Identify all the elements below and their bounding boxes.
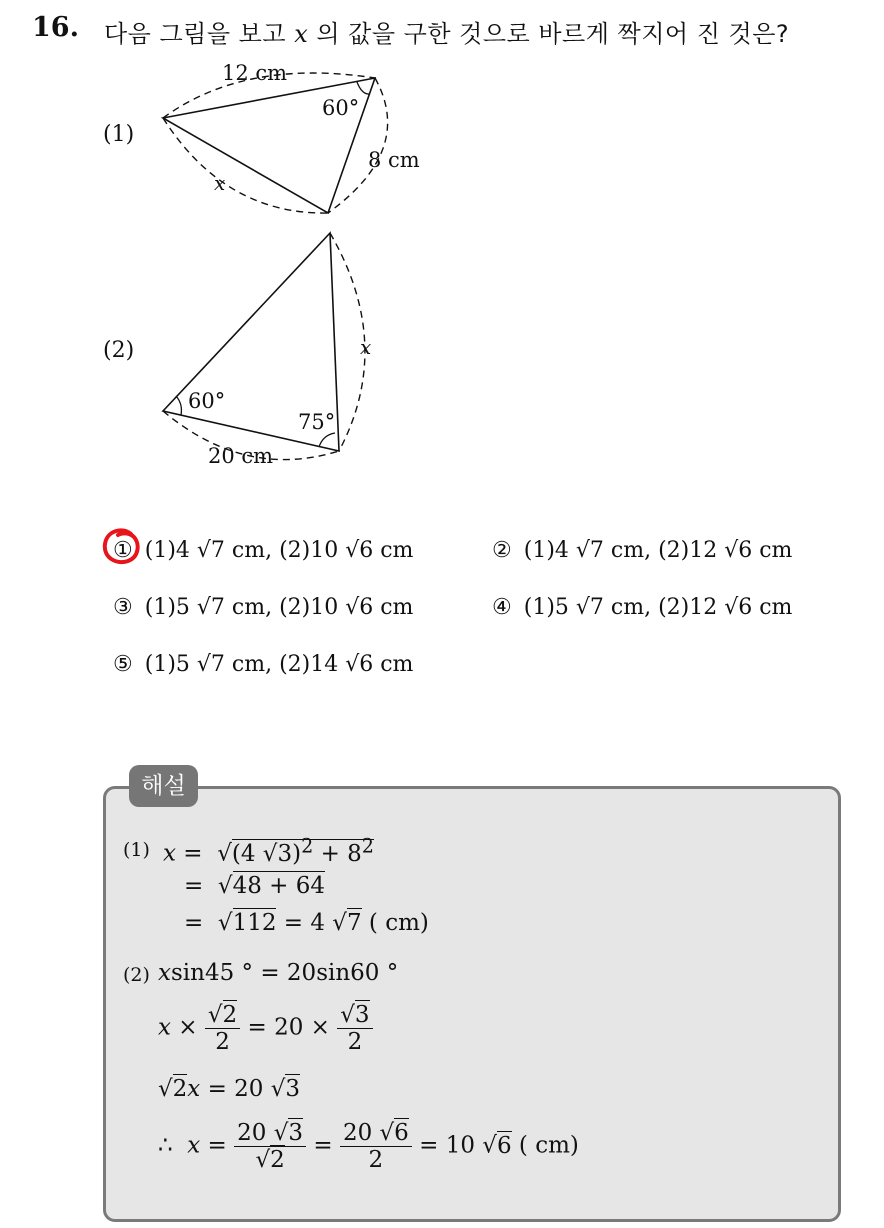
question-text-before: 다음 그림을 보고 <box>104 20 295 48</box>
figure1-unknown: x <box>214 171 226 195</box>
solution-part2-label: (2) <box>123 964 150 986</box>
choice-1[interactable] <box>113 538 413 563</box>
figure2-angle-right: 75° <box>298 410 336 434</box>
figure2-label: (2) <box>103 338 135 363</box>
figure2-angle-left: 60° <box>188 389 226 413</box>
solution-part1-line2: = √48 + 64 <box>184 873 325 899</box>
choice-2-text: (1)4 √7 cm, (2)12 √6 cm <box>523 538 793 563</box>
choice-2-number: ② <box>492 538 512 563</box>
question-variable: x <box>294 20 309 48</box>
choice-4[interactable] <box>492 595 792 620</box>
solution-part1-line3: = √112 = 4 √7 ( cm) <box>184 910 429 936</box>
solution-part2-line3: √2x = 20 √3 <box>158 1076 301 1102</box>
figure1-side-top: 12 cm <box>222 61 288 85</box>
figure1-angle: 60° <box>322 96 360 120</box>
choice-5-number: ⑤ <box>113 652 133 677</box>
figure2-side-bottom: 20 cm <box>208 444 274 468</box>
solution-part1-label: (1) <box>123 839 150 861</box>
figure1-side-right: 8 cm <box>368 148 420 172</box>
choice-1-number: ① <box>113 538 133 563</box>
choice-4-number: ④ <box>492 595 512 620</box>
choice-3[interactable] <box>113 595 413 620</box>
solution-tag: 해설 <box>129 765 198 807</box>
question-number: 16. <box>32 12 79 43</box>
choice-1-text: (1)4 √7 cm, (2)10 √6 cm <box>144 538 414 563</box>
choice-2[interactable] <box>492 538 792 563</box>
solution-part2-line4: ∴ x = $\frac{20 √3}{√2}$ = $\frac{20 √6}{2}$ = 10 √6 ( cm) <box>158 1120 579 1173</box>
choice-5-text: (1)5 √7 cm, (2)14 √6 cm <box>144 652 414 677</box>
choice-5[interactable] <box>113 652 413 677</box>
triangle-figures <box>0 0 884 520</box>
answer-mark-icon <box>101 527 142 567</box>
figure2-unknown: x <box>360 335 372 359</box>
choice-3-text: (1)5 √7 cm, (2)10 √6 cm <box>144 595 414 620</box>
figure2-triangle <box>163 233 371 468</box>
figure1-triangle <box>163 61 420 213</box>
question-text-after: 의 값을 구한 것으로 바르게 짝지어 진 것은? <box>308 20 790 48</box>
choice-4-text: (1)5 √7 cm, (2)12 √6 cm <box>523 595 793 620</box>
choice-3-number: ③ <box>113 595 133 620</box>
figure1-label: (1) <box>103 122 135 147</box>
solution-part2-line1: xsin45 ° = 20sin60 ° <box>158 960 399 986</box>
solution-part2-line2: x × $\frac{√2}{2}$ = 20 × $\frac{√3}{2}$ <box>158 1002 373 1055</box>
solution-part1-line1: x = √(4 $√3)^2 + 8^2$ <box>163 834 374 867</box>
